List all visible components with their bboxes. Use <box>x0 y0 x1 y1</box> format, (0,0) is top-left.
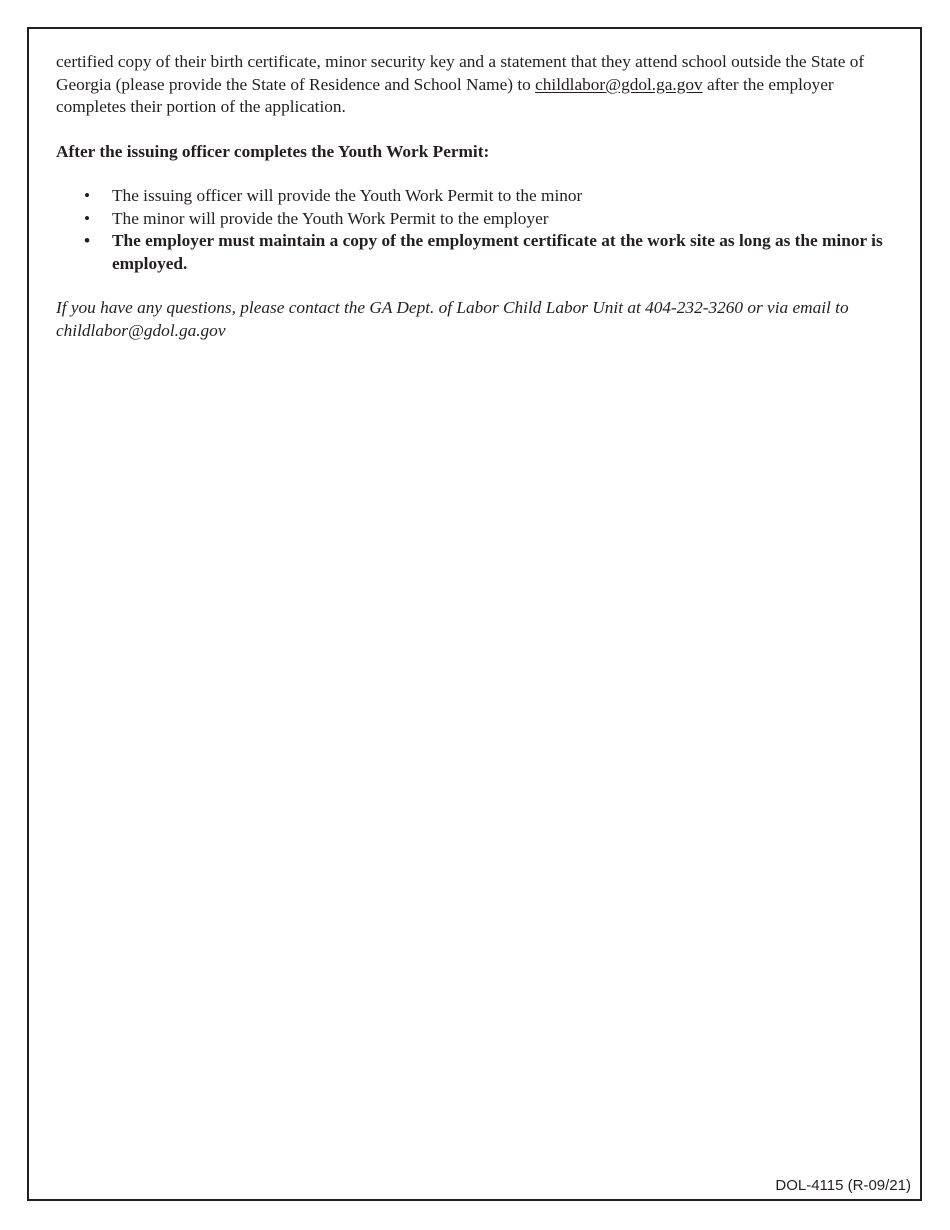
list-item <box>56 185 886 208</box>
intro-paragraph <box>56 51 886 119</box>
contact-note: If you have any questions, please contact the GA Dept. of Labor Child Labor Unit at 404-232-3260 or via email to childlabor@gdol.ga.gov <box>56 298 849 340</box>
document-body <box>56 51 886 342</box>
list-item <box>56 208 886 231</box>
bullet-icon: • <box>84 231 91 250</box>
section-heading: After the issuing officer completes the Youth Work Permit: <box>56 141 490 161</box>
permit-steps-list <box>56 185 886 275</box>
intro-text-after-link: after the employer completes their portion of the application. <box>56 74 834 116</box>
list-item-text: The minor will provide the Youth Work Permit to the employer <box>112 208 549 228</box>
intro-text-before-link: certified copy of their birth certificate, minor security key and a statement that they attend school outside the State of Georgia (please provide the State of Residence and School Name) to <box>56 52 865 94</box>
list-item-text: The employer must maintain a copy of the employment certificate at the work site as long as the minor is employed. <box>112 231 883 273</box>
form-id-footer: DOL-4115 (R-09/21) <box>775 1177 911 1194</box>
list-item-text: The issuing officer will provide the Youth Work Permit to the minor <box>112 186 583 205</box>
bullet-icon: • <box>84 208 91 228</box>
bullet-icon: • <box>84 186 91 205</box>
childlabor-email-link[interactable]: childlabor@gdol.ga.gov <box>535 74 703 94</box>
list-item <box>56 230 886 275</box>
